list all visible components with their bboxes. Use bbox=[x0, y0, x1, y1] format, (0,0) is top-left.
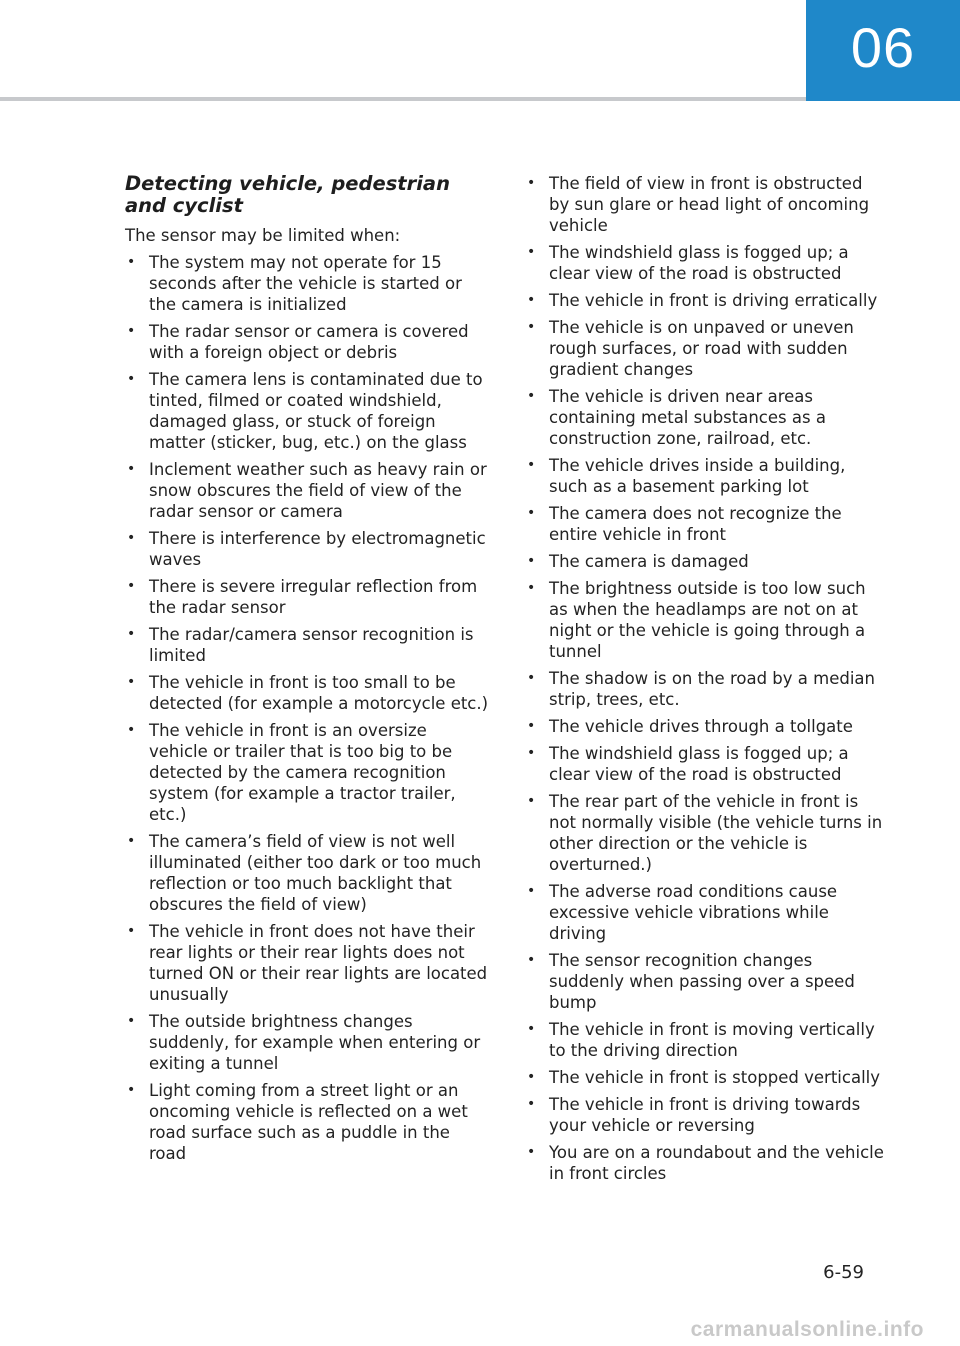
bullet-icon: • bbox=[127, 923, 136, 939]
bullet-icon: • bbox=[527, 718, 536, 734]
bullet-icon: • bbox=[527, 388, 536, 404]
list-item: • You are on a roundabout and the vehicle in front circles bbox=[527, 1143, 884, 1183]
bullet-icon: • bbox=[527, 1021, 536, 1037]
bullet-icon: • bbox=[527, 457, 536, 473]
list-item: • The outside brightness changes suddenly, for example when entering or exiting a tunnel bbox=[127, 1012, 481, 1073]
list-item: • The camera lens is contaminated due to tinted, filmed or coated windshield, damaged glass, or stuck of foreign matter (sticker, bug, etc.) on the glass bbox=[127, 370, 483, 452]
bullet-icon: • bbox=[127, 1082, 136, 1098]
bullet-icon: • bbox=[127, 578, 136, 594]
bullet-icon: • bbox=[527, 745, 536, 761]
bullet-icon: • bbox=[127, 461, 136, 477]
bullet-icon: • bbox=[527, 1069, 536, 1085]
list-item: • The vehicle drives through a tollgate bbox=[527, 717, 853, 736]
list-item: • The camera’s field of view is not well illuminated (either too dark or too much reflection or too much backlight that obscures the field of view) bbox=[127, 832, 482, 914]
left-column bbox=[125, 173, 490, 1170]
list-item: • The windshield glass is fogged up; a clear view of the road is obstructed bbox=[527, 744, 849, 784]
list-item: • The system may not operate for 15 seconds after the vehicle is started or the camera is initialized bbox=[127, 253, 462, 314]
bullet-icon: • bbox=[127, 674, 136, 690]
bullet-icon: • bbox=[527, 292, 536, 308]
bullet-icon: • bbox=[527, 580, 536, 596]
list-item: • The vehicle is on unpaved or uneven rough surfaces, or road with sudden gradient changes bbox=[527, 318, 854, 379]
list-item: • The windshield glass is fogged up; a clear view of the road is obstructed bbox=[527, 243, 849, 283]
list-item: • The sensor recognition changes suddenly when passing over a speed bump bbox=[527, 951, 855, 1012]
list-item: • The vehicle in front is too small to be detected (for example a motorcycle etc.) bbox=[127, 673, 489, 713]
chapter-tab bbox=[806, 0, 960, 101]
list-item: • The vehicle in front is driving erratically bbox=[527, 291, 878, 310]
bullet-icon: • bbox=[527, 883, 536, 899]
bullet-icon: • bbox=[527, 175, 536, 191]
bullet-icon: • bbox=[127, 530, 136, 546]
right-bullet-list bbox=[525, 173, 887, 1184]
list-item: • There is severe irregular reflection from the radar sensor bbox=[127, 577, 478, 617]
list-item: • Inclement weather such as heavy rain or snow obscures the field of view of the radar sensor or camera bbox=[127, 460, 487, 521]
section-title: Detecting vehicle, pedestrian and cyclist bbox=[125, 172, 450, 217]
list-item: • The rear part of the vehicle in front is not normally visible (the vehicle turns in other direction or the vehicle is overturned.) bbox=[527, 792, 883, 874]
bullet-icon: • bbox=[527, 244, 536, 260]
left-bullet-list bbox=[125, 252, 490, 1164]
list-item: • The vehicle in front does not have their rear lights or their rear lights does not turned ON or their rear lights are located unusually bbox=[127, 922, 488, 1004]
bullet-icon: • bbox=[127, 1013, 136, 1029]
list-item: • The vehicle in front is an oversize vehicle or trailer that is too big to be detected by the camera recognition system (for example a tractor trailer, etc.) bbox=[127, 721, 456, 824]
chapter-number: 06 bbox=[850, 16, 916, 79]
bullet-icon: • bbox=[127, 323, 136, 339]
bullet-icon: • bbox=[127, 371, 136, 387]
list-item: • The brightness outside is too low such as when the headlamps are not on at night or the vehicle is going through a tunnel bbox=[527, 579, 866, 661]
list-item: • The camera does not recognize the entire vehicle in front bbox=[527, 504, 842, 544]
header-rule bbox=[0, 97, 806, 101]
intro-text: The sensor may be limited when: bbox=[125, 226, 401, 245]
list-item: • The radar sensor or camera is covered with a foreign object or debris bbox=[127, 322, 469, 362]
bullet-icon: • bbox=[527, 319, 536, 335]
list-item: • The field of view in front is obstructed by sun glare or head light of oncoming vehicle bbox=[527, 174, 870, 235]
bullet-icon: • bbox=[527, 1096, 536, 1112]
bullet-icon: • bbox=[127, 722, 136, 738]
list-item: • The vehicle is driven near areas containing metal substances as a construction zone, railroad, etc. bbox=[527, 387, 826, 448]
page-number: 6-59 bbox=[823, 1262, 864, 1283]
bullet-icon: • bbox=[127, 833, 136, 849]
list-item: • The vehicle in front is moving vertically to the driving direction bbox=[527, 1020, 875, 1060]
bullet-icon: • bbox=[127, 254, 136, 270]
list-item: • The vehicle drives inside a building, such as a basement parking lot bbox=[527, 456, 846, 496]
watermark-text: carmanualsonline.info bbox=[690, 1318, 924, 1341]
bullet-icon: • bbox=[527, 670, 536, 686]
bullet-icon: • bbox=[127, 626, 136, 642]
list-item: • The vehicle in front is stopped vertically bbox=[527, 1068, 880, 1087]
list-item: • The adverse road conditions cause excessive vehicle vibrations while driving bbox=[527, 882, 838, 943]
list-item: • The radar/camera sensor recognition is limited bbox=[127, 625, 474, 665]
list-item: • There is interference by electromagnetic waves bbox=[127, 529, 486, 569]
list-item: • The shadow is on the road by a median strip, trees, etc. bbox=[527, 669, 875, 709]
right-column bbox=[525, 173, 887, 1190]
bullet-icon: • bbox=[527, 952, 536, 968]
list-item: • The camera is damaged bbox=[527, 552, 749, 571]
bullet-icon: • bbox=[527, 793, 536, 809]
bullet-icon: • bbox=[527, 505, 536, 521]
list-item: • The vehicle in front is driving towards your vehicle or reversing bbox=[527, 1095, 861, 1135]
bullet-icon: • bbox=[527, 1144, 536, 1160]
bullet-icon: • bbox=[527, 553, 536, 569]
list-item: • Light coming from a street light or an oncoming vehicle is reflected on a wet road surface such as a puddle in the road bbox=[127, 1081, 468, 1163]
